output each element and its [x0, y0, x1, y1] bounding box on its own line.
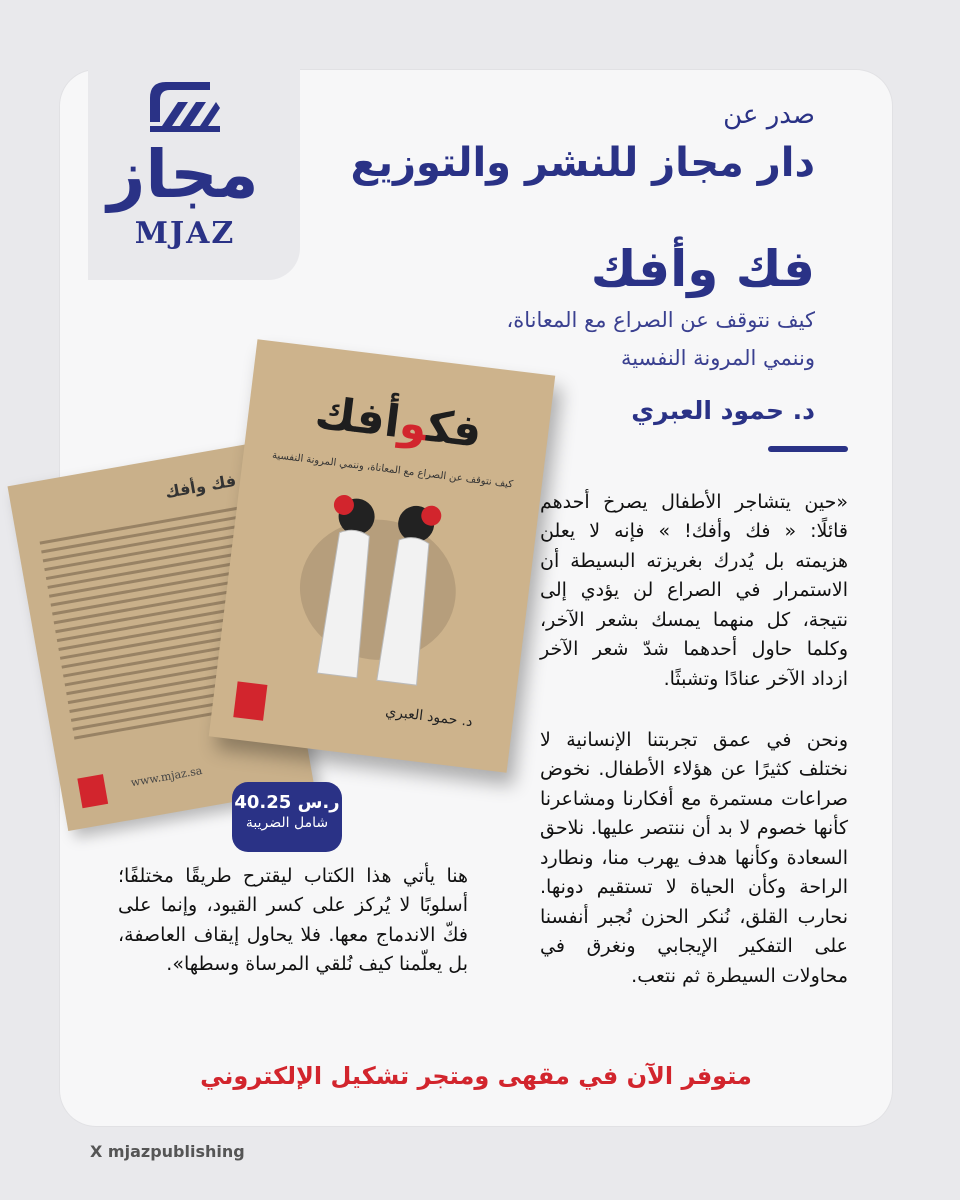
cover-subtitle: كيف نتوقف عن الصراع مع المعاناة، وننمي المرونة النفسية	[271, 449, 514, 491]
publisher-logo-icon	[130, 62, 240, 142]
price-badge	[232, 782, 342, 852]
price-amount: 40.25 ر.س	[234, 792, 340, 813]
paragraph-1: «حين يتشاجر الأطفال يصرخ أحدهم قائلًا: « فك وأفك! » فإنه لا يعلن هزيمته بل يُدرك بغريزته البسيطة أن الاستمرار في الصراع لن يؤدي إلى نتيجة، كل منهما يمسك بشعر الآخر، وكلما حاول أحدهما شدّ شعر الآخر ازداد الآخر عنادًا وتشبثًا.	[540, 491, 848, 690]
cover-author: د. حمود العبري	[384, 703, 474, 731]
paragraph-2: ونحن في عمق تجربتنا الإنسانية لا نختلف كثيرًا عن هؤلاء الأطفال. نخوض صراعات مستمرة مع أفكارنا ومشاعرنا كأنها خصوم لا بد أن ننتصر عليها. نلاحق السعادة وكأنها هدف يهرب منا، ونطارد الراحة وكأن الحياة لا تستقيم دونها. نحارب القلق، نُنكر الحزن نُجبر أنفسنا على التفكير الإيجابي ونغرق في محاولات السيطرة ثم نتعب.	[540, 729, 848, 987]
published-by-label: صدر عن	[723, 100, 815, 130]
cover-logo-icon	[233, 681, 267, 720]
back-cover-title: فك وأفك	[163, 470, 238, 502]
x-icon: X	[90, 1142, 103, 1161]
book-subtitle-line1: كيف نتوقف عن الصراع مع المعاناة،	[506, 308, 815, 332]
book-subtitle-line2: وننمي المرونة النفسية	[620, 346, 815, 370]
social-handle[interactable]	[90, 1142, 245, 1161]
cover-title: فكوأفك	[312, 387, 485, 458]
publisher-name: دار مجاز للنشر والتوزيع	[350, 140, 815, 186]
divider	[768, 446, 848, 452]
book-author: د. حمود العبري	[631, 396, 815, 425]
back-cover-url: www.mjaz.sa	[129, 763, 204, 790]
book-front-cover	[209, 339, 556, 773]
logo-english: MJAZ	[134, 216, 236, 251]
availability-note: متوفر الآن في مقهى ومتجر تشكيل الإلكتروني	[200, 1062, 752, 1090]
logo-arabic: مجاز	[107, 136, 259, 213]
book-title: فك وأفك	[590, 240, 815, 298]
social-handle-text: mjazpublishing	[107, 1142, 245, 1161]
cover-illustration-icon	[286, 481, 469, 699]
back-cover-logo-icon	[77, 774, 108, 808]
paragraph-3: هنا يأتي هذا الكتاب ليقترح طريقًا مختلفًا؛ أسلوبًا لا يُركز على كسر القيود، وإنما على فكّ الاندماج معها. فلا يحاول إيقاف العاصفة، بل يعلّمنا كيف نُلقي المرساة وسطها».	[118, 865, 468, 976]
price-tax-note: شامل الضريبة	[245, 815, 329, 831]
